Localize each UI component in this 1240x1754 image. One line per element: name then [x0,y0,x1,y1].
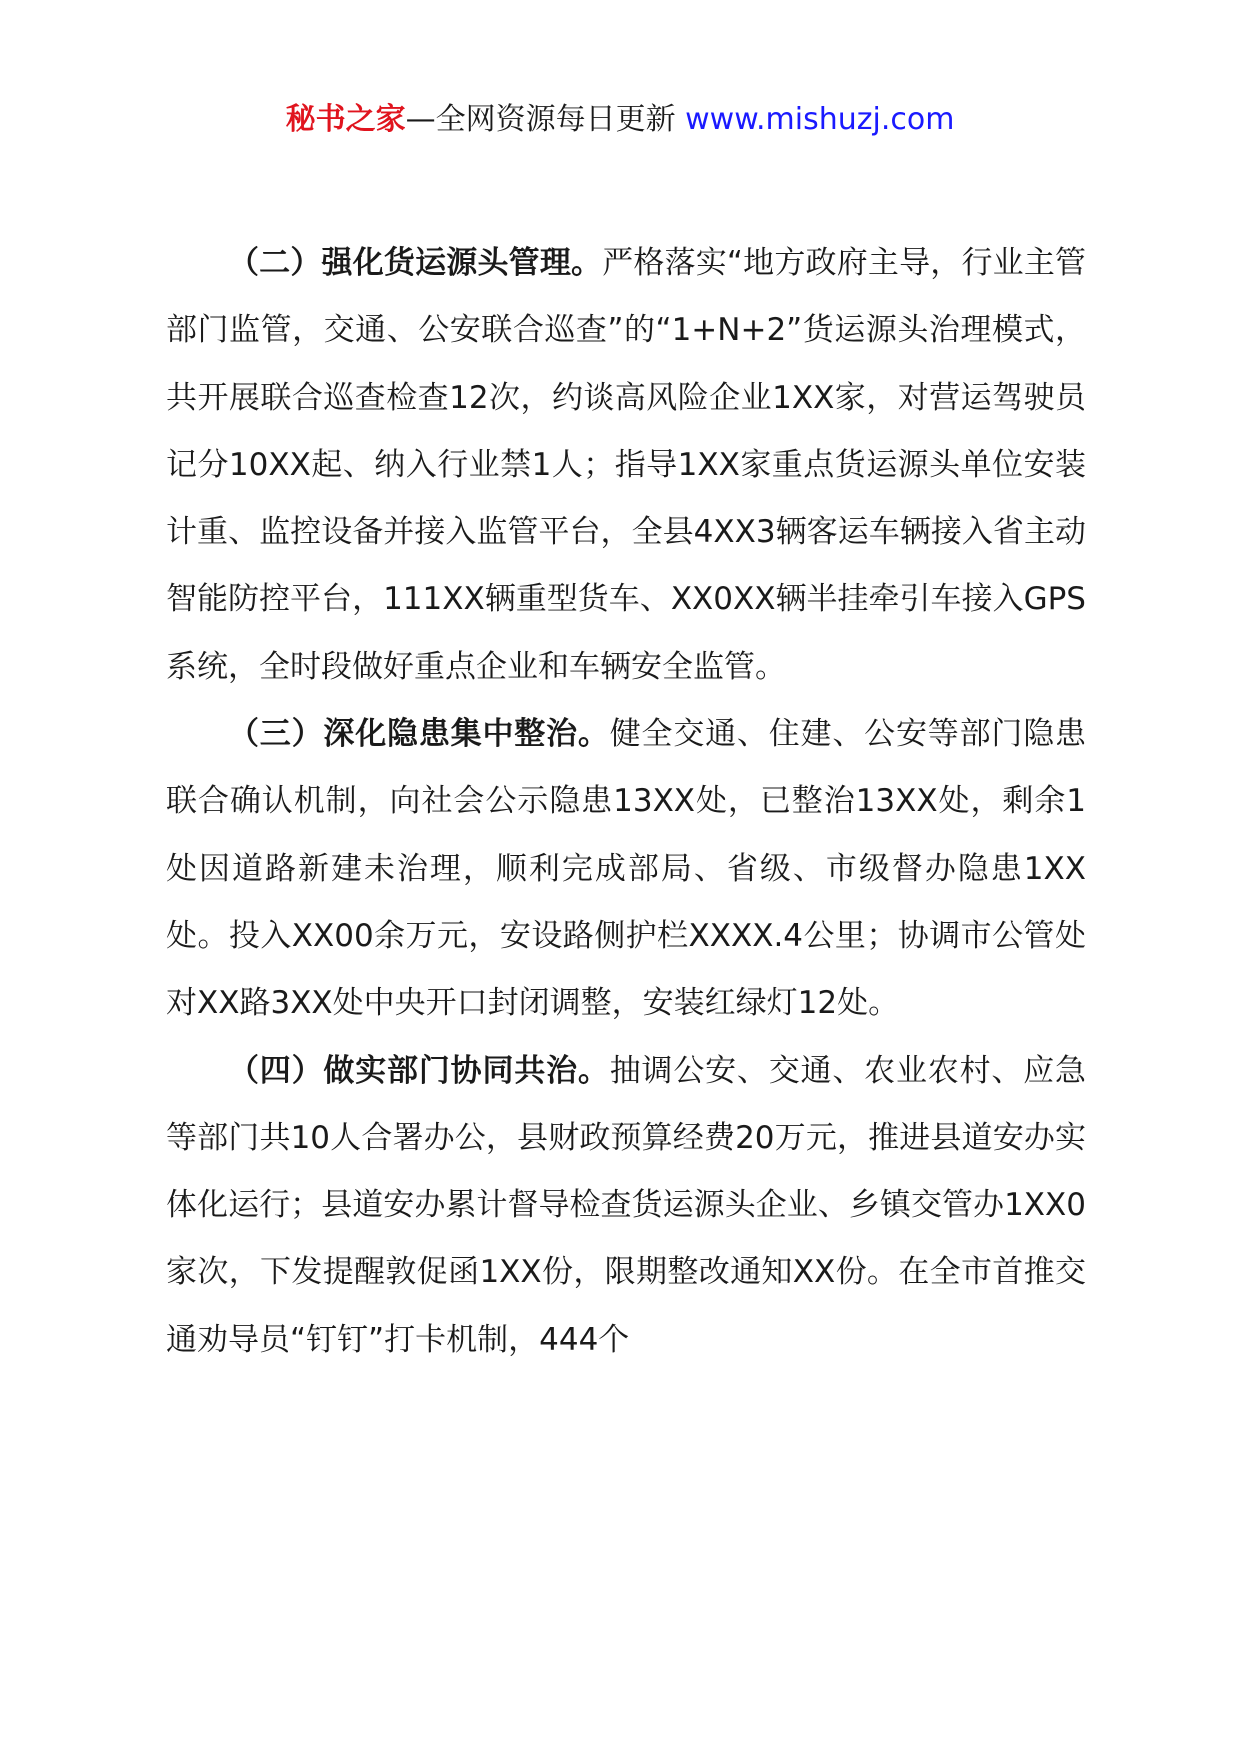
paragraph-3-heading: （三）深化隐患集中整治。 [228,716,610,753]
document-body [166,230,1086,1374]
paragraph-3-text: 健全交通、住建、公安等部门隐患联合确认机制，向社会公示隐患13XX处，已整治13XX处，剩余1处因道路新建未治理，顺利完成部局、省级、市级督办隐患1XX处。投入XX00余万元，安设路侧护栏XXXX.4公里；协调市公管处对XX路3XX处中央开口封闭调整，安装红绿灯12处。 [166,716,1087,1022]
paragraph-2 [166,230,1086,701]
paragraph-4-text: 抽调公安、交通、农业农村、应急等部门共10人合署办公，县财政预算经费20万元，推进县道安办实体化运行；县道安办累计督导检查货运源头企业、乡镇交管办1XX0家次，下发提醒敦促函1XX份，限期整改通知XX份。在全市首推交通劝导员“钉钉”打卡机制，444个 [166,1052,1087,1358]
brand-name: 秘书之家 [285,102,406,137]
paragraph-4 [166,1038,1086,1374]
header-tagline: —全网资源每日更新 [405,102,676,137]
paragraph-2-heading: （二）强化货运源头管理。 [228,245,603,281]
paragraph-2-text: 严格落实“地方政府主导，行业主管部门监管，交通、公安联合巡查”的“1+N+2”货运源头治理模式，共开展联合巡查检查12次，约谈高风险企业1XX家，对营运驾驶员记分10XX起、纳入行业禁1人；指导1XX家重点货运源头单位安装计重、监控设备并接入监管平台，全县4XX3辆客运车辆接入省主动智能防控平台，111XX辆重型货车、XX0XX辆半挂牵引车接入GPS系统，全时段做好重点企业和车辆安全监管。 [166,245,1087,685]
site-url-link[interactable]: www.mishuzj.com [685,102,955,137]
paragraph-3 [166,701,1086,1037]
page-header [0,100,1240,140]
paragraph-4-heading: （四）做实部门协同共治。 [228,1052,610,1089]
